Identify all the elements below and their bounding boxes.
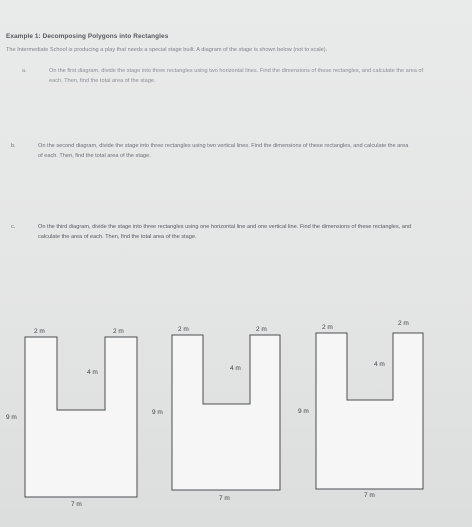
stage-shape-2 bbox=[172, 335, 280, 490]
stage-shape-3 bbox=[316, 333, 423, 489]
right-width-label-2: 2 m bbox=[256, 326, 267, 333]
left-width-label-2: 2 m bbox=[178, 326, 189, 333]
example-title: Example 1: Decomposing Polygons into Rectangles bbox=[6, 33, 169, 40]
height-label-3: 9 m bbox=[298, 408, 309, 415]
stage-diagram-3 bbox=[298, 320, 423, 499]
question-b-letter: b. bbox=[11, 143, 16, 149]
question-a-text: On the first diagram, divide the stage into three rectangles using two horizontal lines. Find the dimensions of these rectangles, and calculate the area of each. Then, find the total area of the stage. bbox=[49, 68, 424, 84]
right-width-label-1: 2 m bbox=[113, 328, 124, 335]
question-c-letter: c. bbox=[11, 224, 16, 230]
bottom-width-label-2: 7 m bbox=[219, 495, 230, 502]
notch-depth-label-2: 4 m bbox=[230, 365, 241, 372]
question-b-text: On the second diagram, divide the stage into three rectangles using two vertical lines. Find the dimensions of these rectangles, and calculate the area of each. Then, find the total area of the stage. bbox=[38, 143, 409, 159]
stage-shape-1 bbox=[25, 337, 137, 497]
stage-diagram-2 bbox=[152, 326, 280, 502]
notch-depth-label-1: 4 m bbox=[87, 369, 98, 376]
notch-depth-label-3: 4 m bbox=[374, 361, 385, 368]
bottom-width-label-3: 7 m bbox=[364, 492, 375, 499]
left-width-label-1: 2 m bbox=[34, 328, 45, 335]
stage-diagrams bbox=[0, 300, 472, 527]
right-width-label-3: 2 m bbox=[398, 320, 409, 327]
height-label-1: 9 m bbox=[6, 414, 17, 421]
question-a-letter: a. bbox=[22, 68, 27, 74]
bottom-width-label-1: 7 m bbox=[71, 501, 82, 508]
stage-diagram-1 bbox=[6, 328, 137, 508]
left-width-label-3: 2 m bbox=[322, 324, 333, 331]
question-c-text: On the third diagram, divide the stage into three rectangles using one horizontal line and one vertical line. Find the dimensions of these rectangles, and calculate the area of each. Then, find the total area of the stage. bbox=[38, 224, 412, 240]
intro-text: The Intermediate School is producing a play that needs a special stage built. A diagram of the stage is shown below (not to scale). bbox=[6, 47, 328, 53]
height-label-2: 9 m bbox=[152, 409, 163, 416]
